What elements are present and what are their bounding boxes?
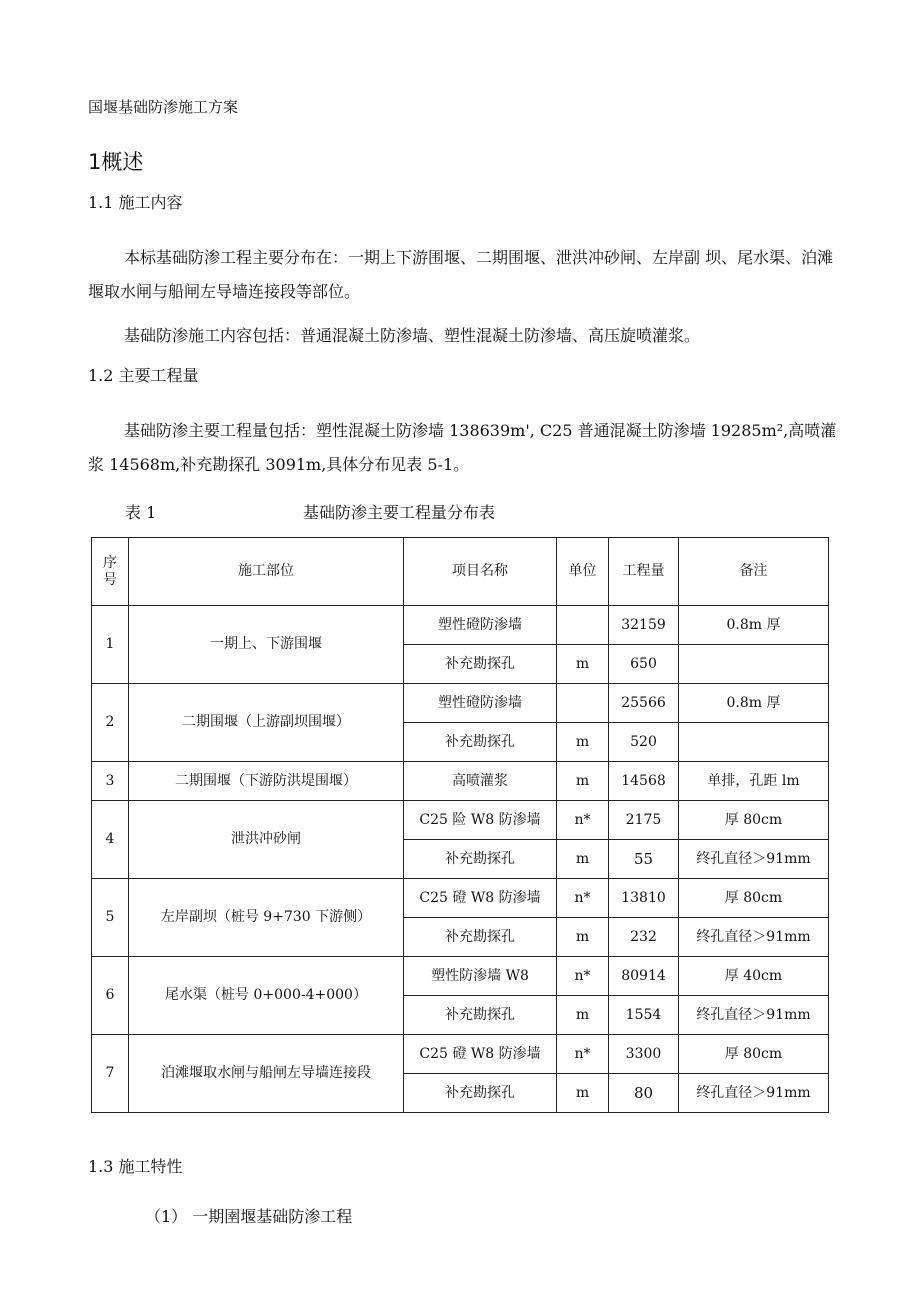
cell-unit: n* (557, 879, 609, 918)
cell-qty: 3300 (609, 1035, 679, 1074)
cell-item: 补充勘探孔 (404, 1074, 557, 1113)
cell-unit (557, 606, 609, 645)
cell-unit (557, 684, 609, 723)
cell-unit: m (557, 840, 609, 879)
quantity-table (91, 537, 829, 1113)
cell-remark: 0.8m 厚 (679, 684, 829, 723)
section-1-title: 1概述 (88, 150, 144, 174)
cell-qty: 520 (609, 723, 679, 762)
cell-unit: m (557, 996, 609, 1035)
cell-qty: 25566 (609, 684, 679, 723)
header-qty: 工程量 (609, 538, 679, 606)
cell-remark: 终孔直径＞91mm (679, 918, 829, 957)
cell-qty: 14568 (609, 762, 679, 801)
cell-remark: 终孔直径＞91mm (679, 840, 829, 879)
cell-item: 高喷灌浆 (404, 762, 557, 801)
cell-seq: 5 (92, 879, 129, 957)
cell-unit: m (557, 645, 609, 684)
cell-qty: 1554 (609, 996, 679, 1035)
header-remark: 备注 (679, 538, 829, 606)
table-row (92, 606, 829, 645)
cell-remark: 厚 80cm (679, 1035, 829, 1074)
table-row (92, 762, 829, 801)
cell-unit: m (557, 762, 609, 801)
table-header-row (92, 538, 829, 606)
cell-location: 左岸副坝（桩号 9+730 下游侧） (129, 879, 404, 957)
cell-seq: 7 (92, 1035, 129, 1113)
cell-qty: 80914 (609, 957, 679, 996)
section-1-3-title: 1.3 施工特性 (88, 1157, 183, 1176)
cell-unit: n* (557, 801, 609, 840)
cell-item: 补充勘探孔 (404, 996, 557, 1035)
cell-location: 二期围堰（下游防洪堤围堰） (129, 762, 404, 801)
cell-qty: 2175 (609, 801, 679, 840)
cell-seq: 2 (92, 684, 129, 762)
cell-item: 补充勘探孔 (404, 918, 557, 957)
header-location: 施工部位 (129, 538, 404, 606)
cell-seq: 4 (92, 801, 129, 879)
cell-qty: 13810 (609, 879, 679, 918)
cell-location: 泄洪冲砂闸 (129, 801, 404, 879)
cell-item: C25 险 W8 防渗墙 (404, 801, 557, 840)
cell-seq: 1 (92, 606, 129, 684)
cell-remark (679, 645, 829, 684)
section-1-1-title: 1.1 施工内容 (88, 193, 183, 212)
cell-item: 补充勘探孔 (404, 840, 557, 879)
cell-qty: 32159 (609, 606, 679, 645)
cell-item: C25 磴 W8 防渗墙 (404, 1035, 557, 1074)
cell-remark: 厚 80cm (679, 801, 829, 840)
cell-remark: 终孔直径＞91mm (679, 1074, 829, 1113)
cell-unit: m (557, 723, 609, 762)
cell-unit: m (557, 918, 609, 957)
cell-qty: 650 (609, 645, 679, 684)
cell-item: 塑性磴防渗墙 (404, 684, 557, 723)
table-row (92, 1035, 829, 1074)
document-header: 国堰基础防渗施工方案 (88, 98, 239, 116)
section-1-2-title: 1.2 主要工程量 (88, 366, 199, 385)
cell-remark: 单排，孔距 lm (679, 762, 829, 801)
header-item: 项目名称 (404, 538, 557, 606)
table-row (92, 801, 829, 840)
cell-location: 尾水渠（桩号 0+000-4+000） (129, 957, 404, 1035)
cell-unit: n* (557, 1035, 609, 1074)
header-seq: 序 号 (92, 538, 129, 606)
table-row (92, 879, 829, 918)
cell-location: 一期上、下游围堰 (129, 606, 404, 684)
cell-qty: 232 (609, 918, 679, 957)
cell-item: 补充勘探孔 (404, 645, 557, 684)
cell-qty: 55 (609, 840, 679, 879)
cell-location: 二期围堰（上游副坝围堰） (129, 684, 404, 762)
header-unit: 单位 (557, 538, 609, 606)
cell-unit: n* (557, 957, 609, 996)
section-1-2-paragraph: 基础防渗主要工程量包括：塑性混凝土防渗墙 138639m', C25 普通混凝土防渗墙 19285m²,高喷灌浆 14568m,补充勘探孔 3091m,具体分布见表 5-1。 (88, 421, 837, 474)
cell-item: C25 磴 W8 防渗墙 (404, 879, 557, 918)
section-1-1-paragraph-1: 本标基础防渗工程主要分布在：一期上下游围堰、二期围堰、泄洪冲砂闸、左岸副 坝、尾水渠、泊滩堰取水闸与船闸左导墙连接段等部位。 (88, 248, 834, 301)
cell-remark (679, 723, 829, 762)
cell-seq: 3 (92, 762, 129, 801)
cell-qty: 80 (609, 1074, 679, 1113)
cell-remark: 厚 40cm (679, 957, 829, 996)
table-caption-title: 基础防渗主要工程量分布表 (303, 503, 496, 522)
cell-item: 补充勘探孔 (404, 723, 557, 762)
table-row (92, 684, 829, 723)
section-1-3-item-1: （1） 一期圉堰基础防渗工程 (145, 1207, 353, 1226)
cell-remark: 0.8m 厚 (679, 606, 829, 645)
cell-location: 泊滩堰取水闸与船闸左导墙连接段 (129, 1035, 404, 1113)
cell-seq: 6 (92, 957, 129, 1035)
section-1-1-paragraph-2: 基础防渗施工内容包括：普通混凝土防渗墙、塑性混凝土防渗墙、高压旋喷灌浆。 (124, 326, 701, 345)
table-row (92, 957, 829, 996)
table-caption-number: 表 1 (125, 503, 157, 522)
cell-remark: 终孔直径＞91mm (679, 996, 829, 1035)
cell-item: 塑性磴防渗墙 (404, 606, 557, 645)
cell-item: 塑性防渗墙 W8 (404, 957, 557, 996)
cell-remark: 厚 80cm (679, 879, 829, 918)
cell-unit: m (557, 1074, 609, 1113)
